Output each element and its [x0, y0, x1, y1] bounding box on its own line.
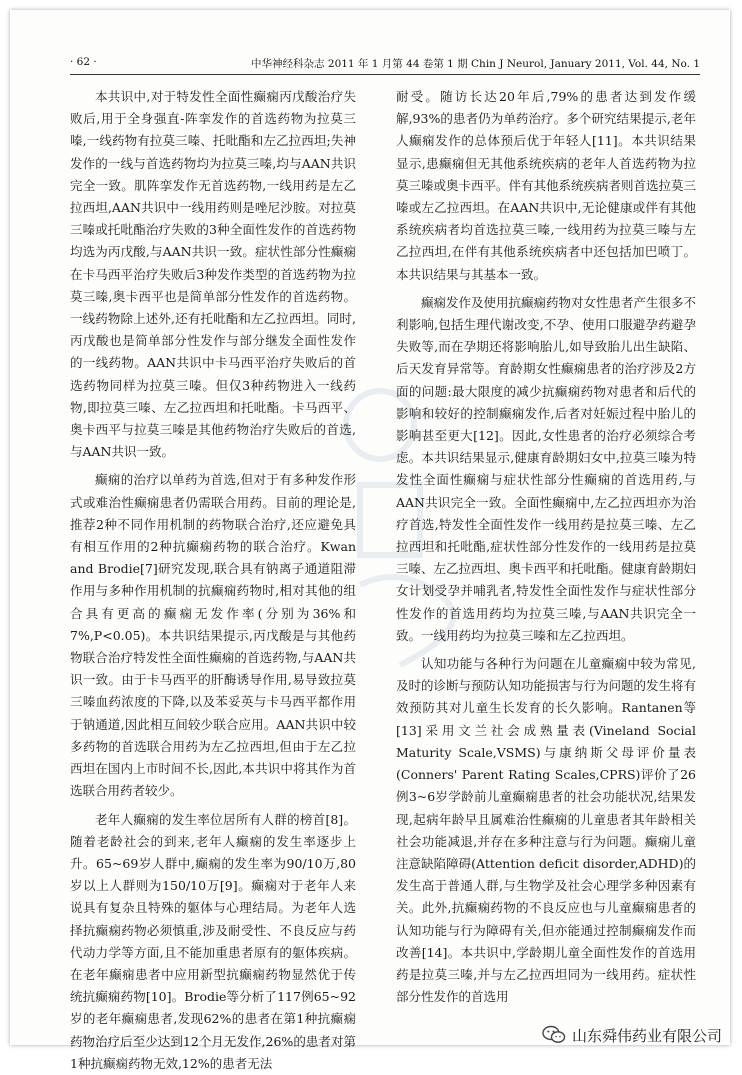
paragraph: 本共识中,对于特发性全面性癫痫丙戊酸治疗失败后,用于全身强直-阵挛发作的首选药物为拉莫三嗪,一线药物有拉莫三嗪、托吡酯和左乙拉西坦;失神发作的一线与首选药物均为拉莫三嗪,均与AAN共识完全一致。肌阵挛发作无首选药物,一线用药是左乙拉西坦,AAN共识中一线用药则是唑尼沙胺。对拉莫三嗪或托吡酯治疗失败的3种全面性发作的首选药物均选为丙戊酸,与AAN共识一致。症状性部分性癫痫在卡马西平治疗失败后3种发作类型的首选药物为拉莫三嗪,奥卡西平也是简单部分性发作的首选药物。一线药物除上述外,还有托吡酯和左乙拉西坦。同时,丙戊酸也是简单部分性发作与部分继发全面性发作的一线药物。AAN共识中卡马西平治疗失败后的首选药物同样为拉莫三嗪。但仅3种药物进入一线药物,即拉莫三嗪、左乙拉西坦和托吡酯。卡马西平、奥卡西平与拉莫三嗪是其他药物治疗失败后的首选,与AAN共识一致。: [70, 89, 356, 460]
left-column: [70, 86, 356, 1075]
wechat-icon: [542, 1025, 566, 1045]
right-column: [396, 86, 696, 1008]
paragraph: 老年人癫痫的发生率位居所有人群的榜首[8]。随着老龄社会的到来,老年人癫痫的发生率逐步上升。65~69岁人群中,癫痫的发生率为90/10万,80岁以上人群则为150/10万[9]。癫痫对于老年人来说具有复杂且特殊的躯体与心理结局。为老年人选择抗癫痫药物必须慎重,涉及耐受性、不良反应与药代动力学等方面,且不能加重患者原有的躯体疾病。在老年癫痫患者中应用新型抗癫痫药物显然优于传统抗癫痫药物[10]。Brodie等分析了117例65~92岁的老年癫痫患者,发现62%的患者在第1种抗癫痫药物治疗后至少达到12个月无发作,26%的患者对第1种抗癫痫药物无效,12%的患者无法: [70, 811, 356, 1071]
paragraph: 认知功能与各种行为问题在儿童癫痫中较为常见,及时的诊断与预防认知功能损害与行为问题的发生将有效预防其对儿童生长发育的长久影响。Rantanen等[13]采用文兰社会成熟量表(Vineland Social Maturity Scale,VSMS)与康纳斯父母评价量表(Conners' Parent Rating Scales,CPRS)评价了26例3~6岁学龄前儿童癫痫患者的社会功能状况,结果发现,起病年龄早且属难治性癫痫的儿童患者其年龄相关社会功能减退,并存在多种注意与行为问题。癫痫儿童注意缺陷障碍(Attention deficit disorder,ADHD)的发生高于普通人群,与生物学及社会心理学多种因素有关。此外,抗癫痫药物的不良反应也与儿童癫痫患者的认知功能与行为障碍有关,但亦能通过控制癫痫发作而改善[14]。本共识中,学龄期儿童全面性发作的首选用药是拉莫三嗪,并与左乙拉西坦同为一线用药。症状性部分性发作的首选用: [396, 656, 697, 1005]
running-header: [70, 54, 700, 72]
page-number: · 62 ·: [70, 56, 97, 68]
header-rule: [70, 74, 700, 75]
paragraph: 癫痫发作及使用抗癫痫药物对女性患者产生很多不利影响,包括生理代谢改变,不孕、使用口服避孕药避孕失败等,而在孕期还将影响胎儿,如导致胎儿出生缺陷、后天发育异常等。育龄期女性癫痫患者的治疗涉及2方面的问题:最大限度的减少抗癫痫药物对患者和后代的影响和较好的控制癫痫发作,后者对妊娠过程中胎儿的影响甚至更大[12]。因此,女性患者的治疗必须综合考虑。本共识结果显示,健康育龄期妇女中,拉莫三嗪为特发性全面性癫痫与症状性部分性癫痫的首选用药,与AAN共识完全一致。全面性癫痫中,左乙拉西坦亦为治疗首选,特发性全面性发作一线用药是拉莫三嗪、左乙拉西坦和托吡酯,症状性部分性发作的一线用药是拉莫三嗪、左乙拉西坦、奥卡西平和托吡酯。健康育龄期妇女计划受孕并哺乳者,特发性全面性发作与症状性部分性发作的首选用药均为拉莫三嗪,与AAN共识完全一致。一线用药均为拉莫三嗪和左乙拉西坦。: [396, 294, 697, 643]
paragraph: 耐受。随访长达20年后,79%的患者达到发作缓解,93%的患者仍为单药治疗。多个研究结果提示,老年人癫痫发作的总体预后优于年轻人[11]。本共识结果显示,患癫痫但无其他系统疾病的老年人首选药物为拉莫三嗪或奥卡西平。伴有其他系统疾病者则首选拉莫三嗪或左乙拉西坦。在AAN共识中,无论健康或伴有其他系统疾病者均首选拉莫三嗪,一线用药为拉莫三嗪与左乙拉西坦,在伴有其他系统疾病者中还包括加巴喷丁。本共识结果与其基本一致。: [396, 89, 697, 282]
account-name: 山东舜伟药业有限公司: [571, 1026, 722, 1045]
paragraph: 癫痫的治疗以单药为首选,但对于有多种发作形式或难治性癫痫患者仍需联合用药。目前的理论是,推荐2种不同作用机制的药物联合治疗,还应避免具有相互作用的2种抗癫痫药物的联合治疗。Kwan and Brodie[7]研究发现,联合具有钠离子通道阻滞作用与多种作用机制的抗癫痫药物时,相对其他的组合具有更高的癫痫无发作率(分别为36%和7%,P<0.05)。本共识结果提示,丙戊酸是与其他药物联合治疗特发性全面性癫痫的首选药物,与AAN共识一致。由于卡马西平的肝酶诱导作用,易导致拉莫三嗪血药浓度的下降,以及苯妥英与卡马西平都作用于钠通道,因此相互间较少联合应用。AAN共识中较多药物的首选联合用药为左乙拉西坦,但由于左乙拉西坦在国内上市时间不长,因此,本共识中将其作为首选联合用药者较少。: [70, 472, 356, 799]
account-badge[interactable]: [542, 1023, 722, 1047]
journal-citation: 中华神经科杂志 2011 年 1 月第 44 卷第 1 期 Chin J Neurol, January 2011, Vol. 44, No. 1: [251, 58, 700, 70]
